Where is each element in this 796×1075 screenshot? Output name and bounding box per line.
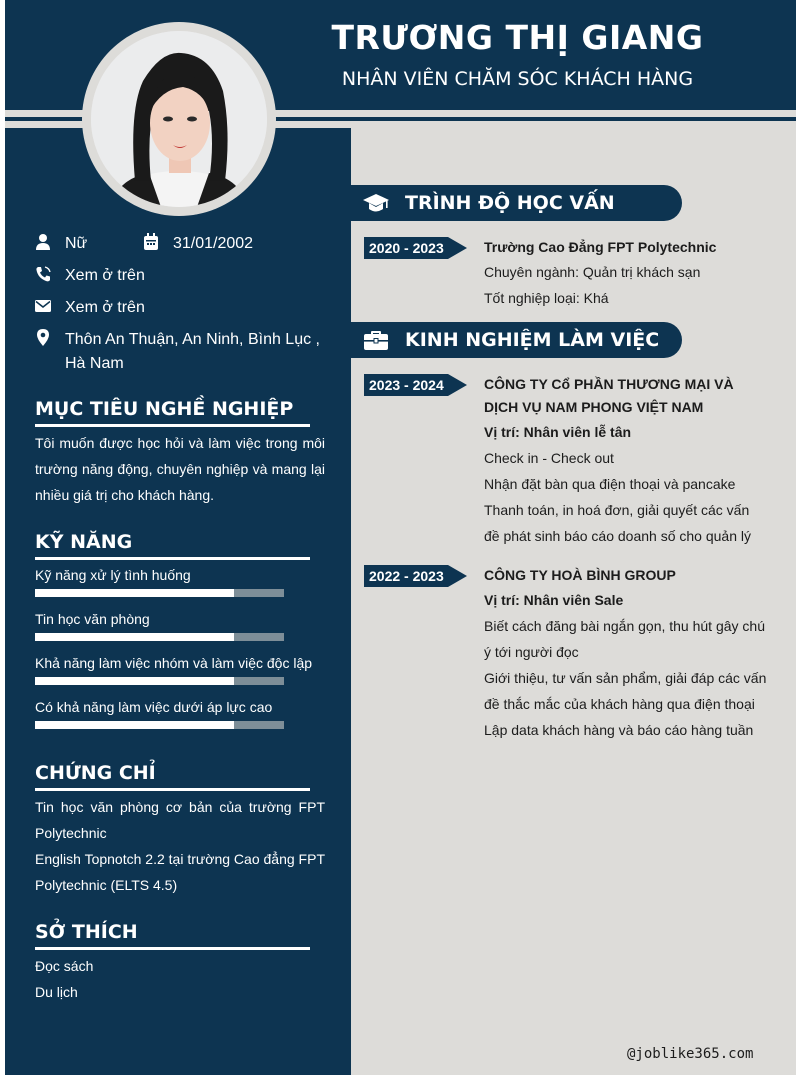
objective-text: Tôi muốn được học hỏi và làm việc trong môi trường năng động, chuyên nghiệp và mang lại nhiều giá trị cho khách hàng. [35,435,325,503]
date-tag-label: 2022 - 2023 [369,568,444,584]
duty-item: Thanh toán, in hoá đơn, giải quyết các vấn đề phát sinh báo cáo doanh số cho quản lý [484,502,751,544]
duty-item: Nhận đặt bàn qua điện thoại và pancake [484,476,736,492]
candidate-name: TRƯƠNG THỊ GIANG [331,18,704,57]
school-name: Trường Cao Đẳng FPT Polytechnic [484,239,717,255]
certificates-heading: CHỨNG CHỈ [35,762,310,791]
skill-bar [35,633,284,641]
objective-heading: MỤC TIÊU NGHỀ NGHIỆP [35,398,310,427]
map-pin-icon [35,329,51,347]
gender-value: Nữ [65,235,88,252]
skill-bar-fill [35,677,234,685]
skill-label: Khả năng làm việc nhóm và làm việc độc lập [35,655,313,671]
duty-item: Biết cách đăng bài ngắn gọn, thu hút gây chú ý tới người đọc [484,618,765,660]
phone-row [35,264,145,288]
date-tag [364,565,467,587]
phone-value: Xem ở trên [65,267,145,284]
address-value: Thôn An Thuận, An Ninh, Bình Lục , Hà Nam [65,331,320,372]
skill-bar [35,677,284,685]
experience-entry [484,564,767,743]
duty-item: Giới thiệu, tư vấn sản phẩm, giải đáp các vấn đề thắc mắc của khách hàng qua điện thoại [484,670,767,712]
calendar-icon [143,233,159,251]
avatar [91,31,267,207]
company-name: CÔNG TY HOÀ BÌNH GROUP [484,567,676,583]
education-entry [484,236,767,311]
job-role: Vị trí: Nhân viên Sale [484,592,624,608]
company-name: CÔNG TY Cổ PHẦN THƯƠNG MẠI VÀ DỊCH VỤ NAM PHONG VIỆT NAM [484,376,734,415]
hobbies-heading: SỞ THÍCH [35,921,310,950]
major-text: Chuyên ngành: Quản trị khách sạn [484,264,701,280]
experience-entry [484,373,767,549]
skill-label: Có khả năng làm việc dưới áp lực cao [35,699,273,715]
birthdate-value: 31/01/2002 [173,235,254,252]
duty-item: Check in - Check out [484,450,614,466]
skills-heading: KỸ NĂNG [35,531,310,560]
skill-bar [35,589,284,597]
hobby-item: Du lịch [35,984,78,1000]
date-tag-label: 2023 - 2024 [369,377,444,393]
graduation-cap-icon [363,190,389,216]
experience-heading-bar [351,322,682,358]
skill-bar-fill [35,633,234,641]
job-role: Vị trí: Nhân viên lễ tân [484,424,632,440]
phone-icon [35,265,51,283]
skill-label: Kỹ năng xử lý tình huống [35,567,191,583]
address-row [35,328,325,376]
skill-bar [35,721,284,729]
skill-bar-fill [35,721,234,729]
skill-bar-fill [35,589,234,597]
date-tag [364,374,467,396]
email-value: Xem ở trên [65,299,145,316]
certificate-item: Tin học văn phòng cơ bản của trường FPT Polytechnic [35,799,325,841]
resume-page [5,0,796,1075]
birthdate-row [143,232,253,256]
candidate-job-title: NHÂN VIÊN CHĂM SÓC KHÁCH HÀNG [341,68,694,90]
person-icon [35,233,51,251]
site-watermark: @joblike365.com [627,1046,754,1062]
date-tag-label: 2020 - 2023 [369,240,444,256]
grade-text: Tốt nghiệp loại: Khá [484,290,609,306]
gender-row [35,232,87,256]
certificate-item: English Topnotch 2.2 tại trường Cao đẳng FPT Polytechnic (ELTS 4.5) [35,851,325,893]
duty-item: Lập data khách hàng và báo cáo hàng tuần [484,722,754,738]
hobby-item: Đọc sách [35,958,94,974]
education-heading-bar [351,185,682,221]
education-heading: TRÌNH ĐỘ HỌC VẤN [405,192,615,214]
envelope-icon [35,297,51,315]
briefcase-icon [363,327,389,353]
skill-label: Tin học văn phòng [35,611,150,627]
experience-heading: KINH NGHIỆM LÀM VIỆC [405,329,660,351]
date-tag [364,237,467,259]
email-row [35,296,145,320]
